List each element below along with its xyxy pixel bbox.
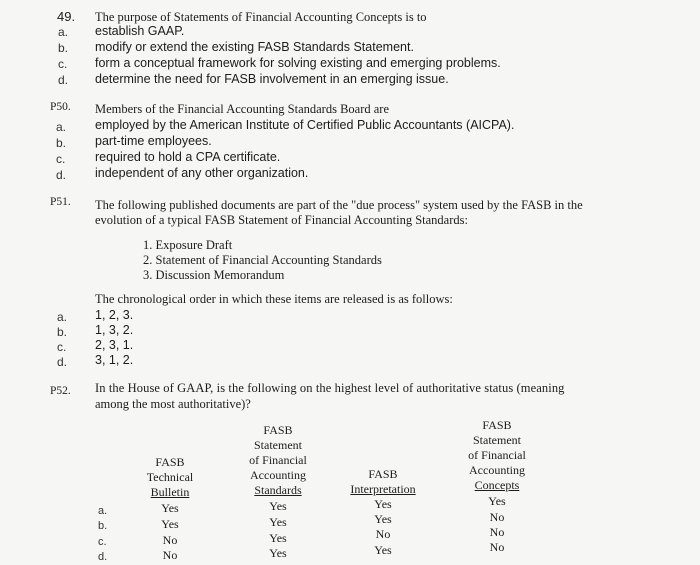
question-number: P50. (50, 101, 71, 113)
option-letter: a. (58, 25, 69, 39)
option-letter: c. (57, 340, 67, 354)
header-line: Technical (146, 470, 194, 484)
document-item: 1. Exposure Draft (143, 238, 233, 252)
header-line: FASB (263, 423, 293, 437)
option-letter: b. (58, 41, 69, 55)
question-number: P51. (50, 196, 71, 208)
cell-standards: Yes (269, 531, 287, 545)
option-letter: b. (56, 136, 67, 150)
cell-interpretation: Yes (374, 543, 392, 557)
option-letter: a. (56, 120, 67, 134)
row-letter: c. (98, 536, 107, 548)
cell-concepts: No (489, 540, 505, 554)
question-number: P52. (50, 385, 71, 397)
question-stem-line-2: evolution of a typical FASB Statement of Financial Accounting Standards: (95, 213, 468, 227)
option-text: 3, 1, 2. (95, 353, 134, 367)
option-text: modify or extend the existing FASB Standards Statement. (95, 40, 414, 54)
header-line: Statement (473, 433, 521, 447)
column-header-interpretation (338, 467, 428, 497)
question-stem-line-1: In the House of GAAP, is the following on the highest level of authoritative status (meaning (95, 381, 565, 395)
option-letter: b. (57, 325, 68, 339)
cell-standards: Yes (269, 515, 287, 529)
option-letter: c. (56, 152, 66, 166)
option-text: establish GAAP. (95, 24, 185, 38)
header-line: Statement (254, 438, 302, 452)
column-header-technical-bulletin (130, 455, 210, 500)
row-letter: b. (98, 520, 108, 532)
cell-concepts: No (489, 525, 505, 539)
question-stem-line-2: among the most authoritative)? (95, 397, 251, 411)
cell-concepts: No (489, 510, 505, 524)
option-text: required to hold a CPA certificate. (95, 150, 281, 164)
option-text: employed by the American Institute of Certified Public Accountants (AICPA). (95, 118, 515, 132)
cell-standards: Yes (269, 546, 287, 560)
option-text: 1, 3, 2. (95, 323, 134, 337)
option-letter: d. (57, 355, 68, 369)
cell-interpretation: Yes (374, 497, 392, 511)
row-letter: a. (98, 505, 108, 517)
header-line: FASB (482, 418, 512, 432)
option-text: part-time employees. (95, 134, 212, 148)
header-line: of Financial (249, 453, 307, 467)
option-letter: d. (58, 73, 69, 87)
option-letter: d. (56, 168, 67, 182)
option-letter: a. (57, 310, 68, 324)
row-letter: d. (98, 551, 108, 563)
option-text: form a conceptual framework for solving existing and emerging problems. (95, 56, 501, 70)
order-prompt: The chronological order in which these items are released is as follows: (95, 292, 453, 306)
header-line: Accounting (250, 468, 306, 482)
cell-standards: Yes (269, 499, 287, 513)
header-line-underlined: Bulletin (150, 485, 190, 499)
cell-bulletin: Yes (161, 501, 179, 515)
header-line-underlined: Standards (254, 483, 302, 497)
cell-interpretation: No (375, 527, 391, 541)
cell-interpretation: Yes (374, 512, 392, 526)
header-line: Accounting (469, 463, 525, 477)
header-line-underlined: Concepts (474, 478, 520, 492)
cell-bulletin: Yes (161, 517, 179, 531)
question-stem: The purpose of Statements of Financial Accounting Concepts is to (95, 10, 427, 24)
document-item: 3. Discussion Memorandum (143, 268, 285, 282)
header-line: FASB (155, 455, 185, 469)
cell-bulletin: No (162, 548, 178, 562)
cell-concepts: Yes (488, 494, 506, 508)
column-header-concepts (452, 418, 542, 493)
option-letter: c. (58, 57, 68, 71)
option-text: independent of any other organization. (95, 166, 309, 180)
question-stem-line-1: The following published documents are part of the "due process" system used by the FASB in the (95, 198, 583, 212)
header-line: FASB (368, 467, 398, 481)
option-text: determine the need for FASB involvement in an emerging issue. (95, 72, 449, 86)
document-item: 2. Statement of Financial Accounting Standards (143, 253, 382, 267)
cell-bulletin: No (162, 533, 178, 547)
option-text: 2, 3, 1. (95, 338, 134, 352)
question-stem: Members of the Financial Accounting Standards Board are (95, 102, 390, 116)
column-header-standards (232, 423, 324, 498)
header-line: of Financial (468, 448, 526, 462)
header-line-underlined: Interpretation (350, 482, 416, 496)
option-text: 1, 2, 3. (95, 308, 134, 322)
question-number: 49. (57, 9, 76, 24)
